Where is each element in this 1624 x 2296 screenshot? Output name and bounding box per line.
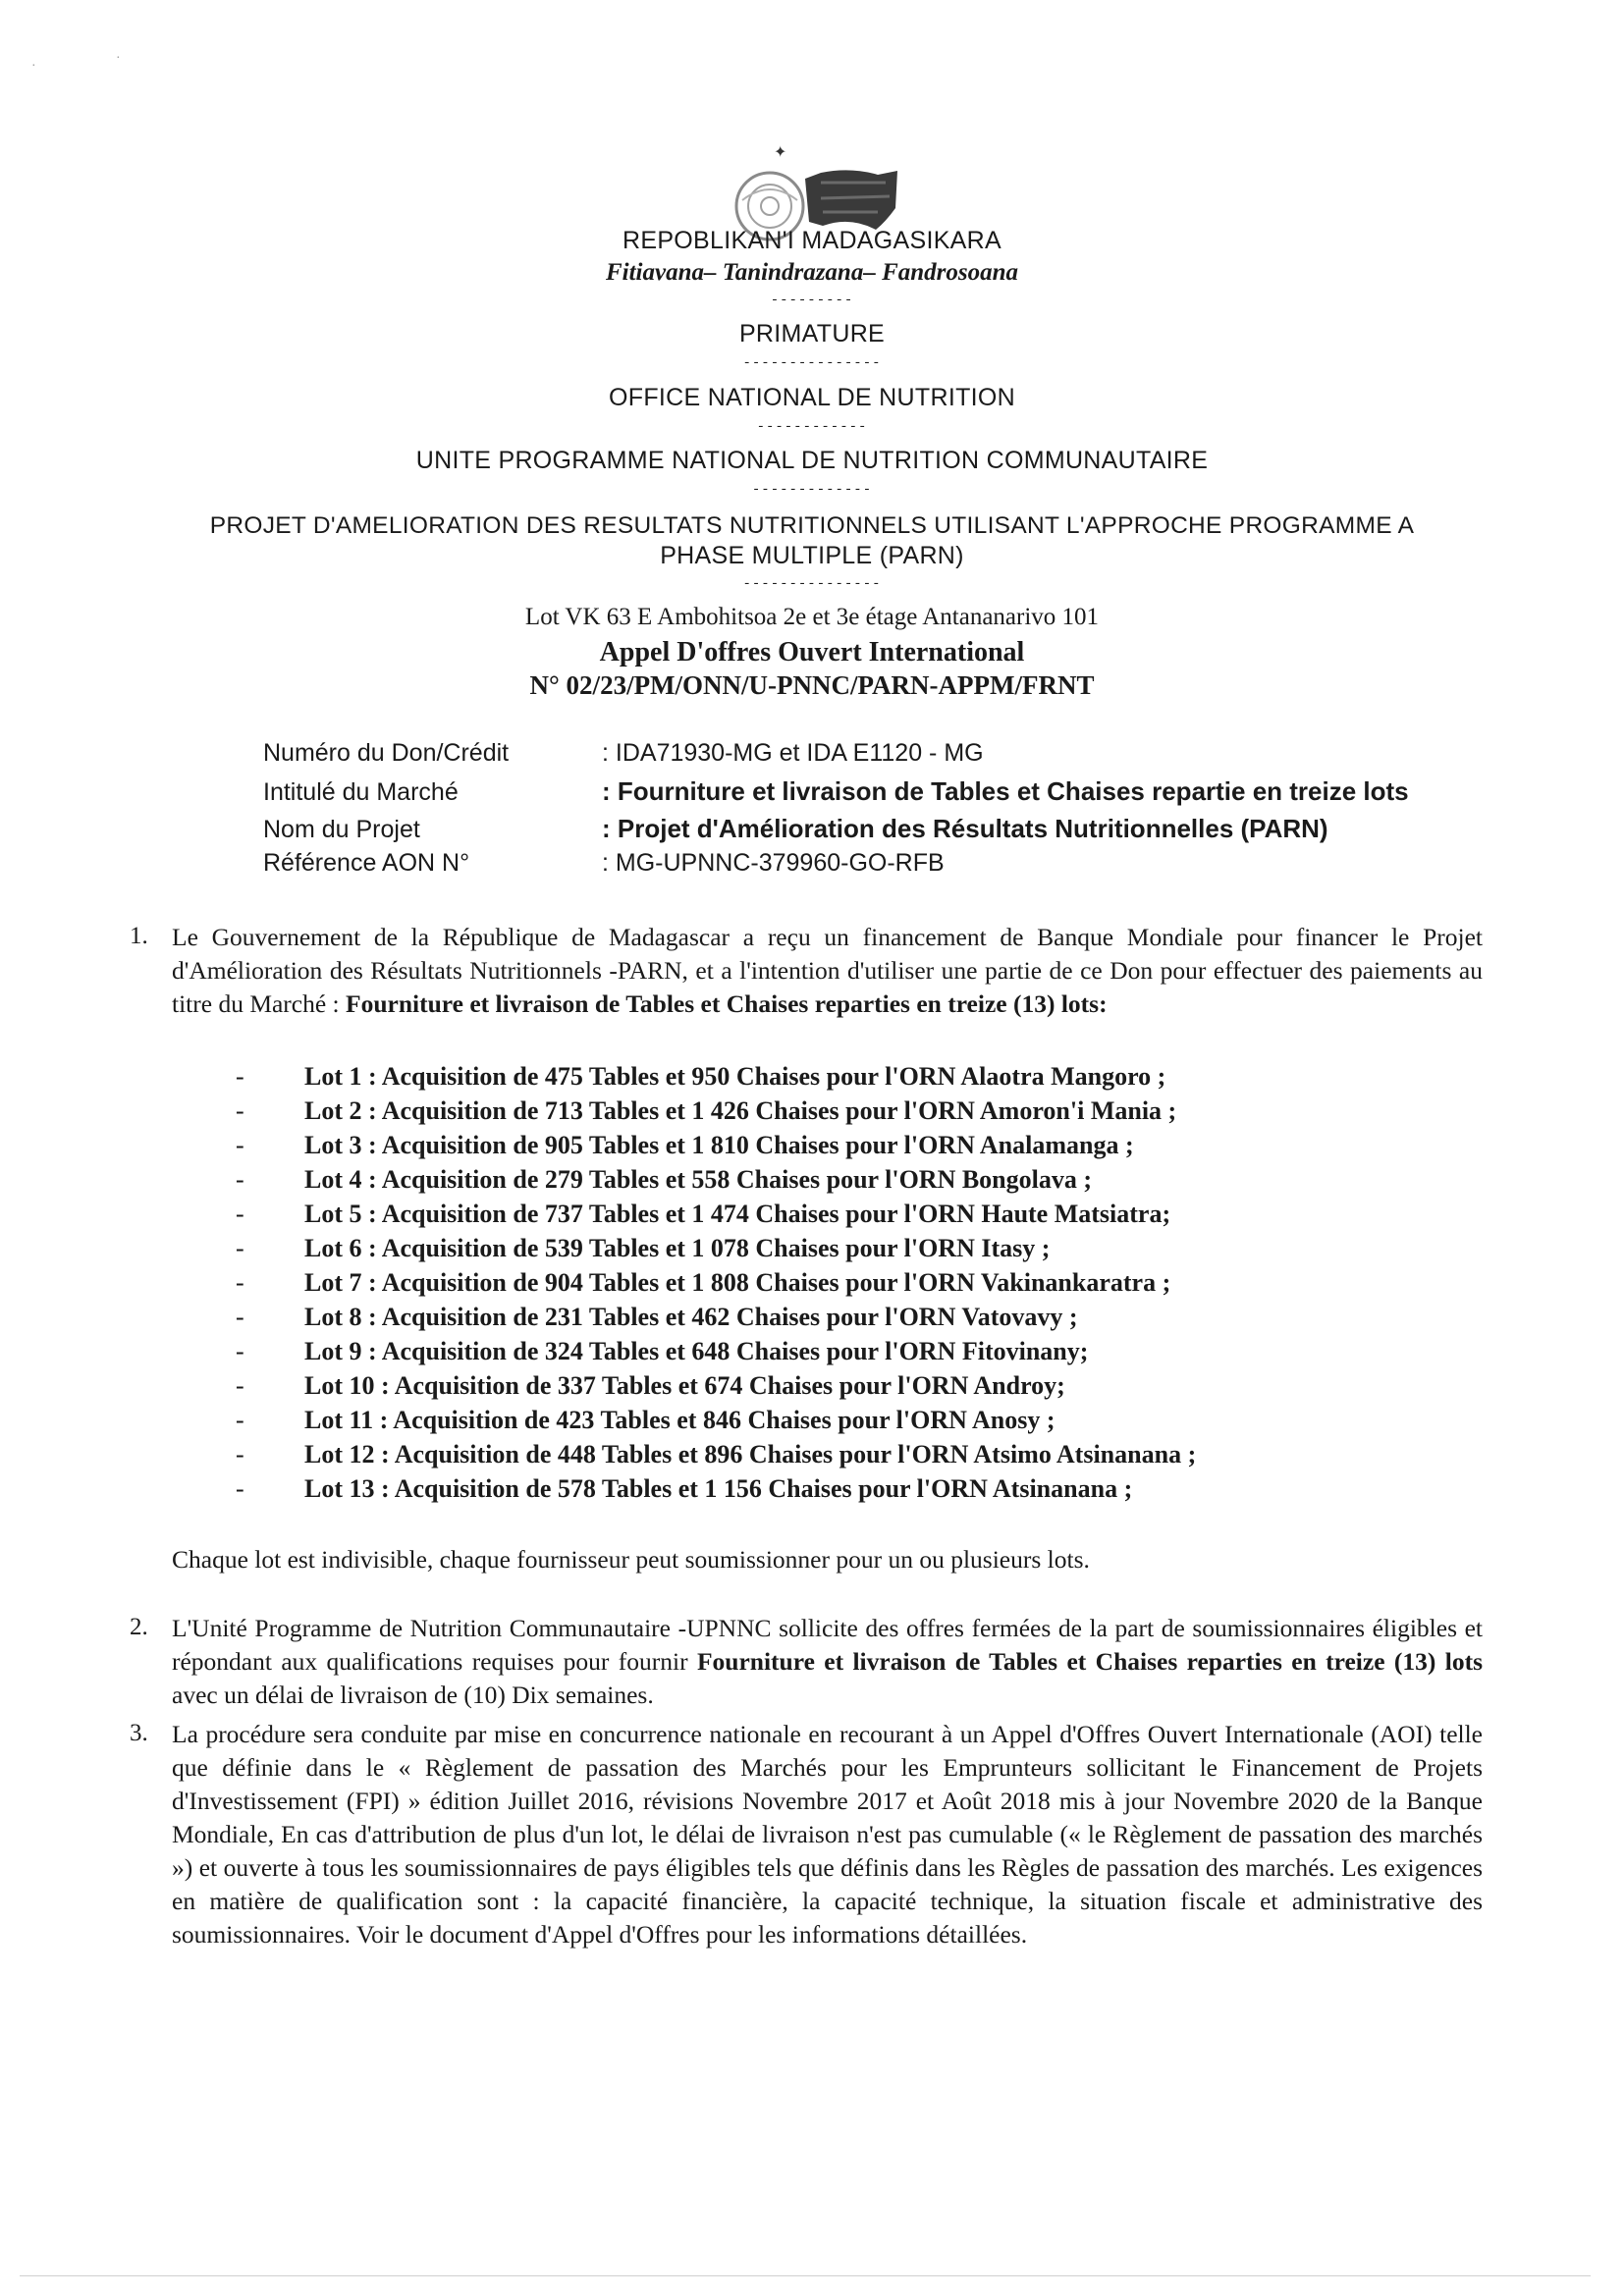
info-value: : Projet d'Amélioration des Résultats Nutritionnelles (PARN) (602, 814, 1328, 843)
section-2-text-end: avec un délai de livraison de (10) Dix semaines. (172, 1681, 654, 1709)
lots-note: Chaque lot est indivisible, chaque fournisseur peut soumissionner pour un ou plusieurs lots. (172, 1545, 1090, 1574)
info-label: Numéro du Don/Crédit (263, 739, 510, 767)
document-page: · · ✦ REPOBLIKAN'I MADAGASIKARA Fitiavana– Tanindrazana– Fandrosoana --------- PRIMATURE --------------- OFFICE NATIONAL DE NUTRITION ------------ UNITE PROGRAMME NATIONAL DE NUTRITION COMMUNAUTAIRE ------------- PROJET D'AMELIORATION DES RESULTATS NUTRITIONNELS UTILISANT L'APPROCHE PROGRAMME A PHASE MULTIPLE (PARN) --------------- Lot VK 63 E Ambohitsoa 2e et 3e étage Antananarivo 101 Appel D'offres Ouvert International N° 02/23/PM/ONN/U-PNNC/PARN-APPM/FRNT Numéro du Don/Crédit : IDA71930-MG et IDA E1120 - MG Intitulé du Marché : Fourniture et livraison de Tables et Chaises repartie en treize lots Nom du Projet : Projet d'Amélioration des Résultats Nutritionnelles (PARN) Référence AON N° : MG-UPNNC-379960-GO-RFB 1. Le Gouvernement de la République de Madagascar a reçu un financement de Banque Mondiale pour financer le Projet d'Amélioration des Résultats Nutritionnels -PARN, et a l'intention d'utiliser une partie de ce Don pour effectuer des paiements au titre du Marché : Fourniture et livraison de Tables et Chaises reparties en treize (13) lots: - Lot 1 : Acquisition de 475 Tables et 950 Chaises pour l'ORN Alaotra Mangoro ; - Lot 2 : Acquisition de 713 Tables et 1 426 Chaises pour l'ORN Amoron'i Mania ; - Lot 3 : Acquisition de 905 Tables et 1 810 Chaises pour l'ORN Analamanga ; - Lot 4 : Acquisition de 279 Tables et 558 Chaises pour l'ORN Bongolava ; - Lot 5 : Acquisition de 737 Tables et 1 474 Chaises pour l'ORN Haute Matsiatra; - Lot 6 : Acquisition de 539 Tables et 1 078 Chaises pour l'ORN Itasy ; - Lot 7 : Acquisition de 904 Tables et 1 808 Chaises pour l'ORN Vakinankaratra ; - Lot 8 : Acquisition de 231 Tables et 462 Chaises pour l'ORN Vatovavy ; - Lot 9 : Acquisition de 324 Tables et 648 Chaises pour l'ORN Fitovinany; - Lot 10 : Acquisition de 337 Tables et 674 Chaises pour l'ORN Androy; - Lot 11 : Acquisition de 423 Tables et 846 Chaises pour l'ORN Anosy ; - Lot 12 : Acquisition de 448 Tables et 896 Chaises pour l'ORN Atsimo Atsinanana ; - Lot 13 : Acquisition de 578 Tables et 1 156 Chaises pour l'ORN Atsinanana ; Chaque lot est indivisible, chaque fournisseur peut soumissionner pour un ou plusieurs lots. 2. L'Unité Programme de Nutrition Communautaire -UPNNC sollicite des offres fermées de la part de soumissionnaires éligibles et répondant aux qualifications requises pour fournir Fourniture et livraison de Tables et Chaises reparties en treize (13) lots avec un délai de livraison de (10) Dix semaines. 3. La procédure sera conduite par mise en concurrence nationale en recourant à un Appel d'Offres Ouvert Internationale (AOI) telle que définie dans le « Règlement de passation des Marchés pour les Emprunteurs sollicitant le Financement de Projets d'Investissement (FPI) » édition Juillet 2016, révisions Novembre 2017 et Août 2018 mis à jour Novembre 2020 de la Banque Mondiale, En cas d'attribution de plus d'un lot, le délai de livraison n'est pas cumulable (« le Règlement de passation des marchés ») et ouverte à tous les soumissionnaires de pays éligibles tels que définis dans les Règles de passation des marchés. Les exigences en matière de qualification sont : la capacité financière, la capacité technique, la situation fiscale et administrative des soumissionnaires. Voir le document d'Appel d'Offres pour les informations détaillées. (0, 0, 1624, 2296)
info-label: Intitulé du Marché (263, 778, 459, 806)
section-2-bold: Fourniture et livraison de Tables et Chaises reparties en treize (13) lots (696, 1647, 1484, 1676)
info-row-market (263, 776, 1409, 807)
info-value: : MG-UPNNC-379960-GO-RFB (602, 849, 945, 877)
info-row-reference (263, 848, 945, 878)
info-row-credit (263, 738, 984, 768)
country-name: REPOBLIKAN'I MADAGASIKARA (623, 227, 1001, 254)
separator: --------------- (742, 355, 882, 371)
unit-name: UNITE PROGRAMME NATIONAL DE NUTRITION COMMUNAUTAIRE (415, 447, 1209, 474)
office-name: OFFICE NATIONAL DE NUTRITION (609, 384, 1015, 411)
info-label: Référence AON N° (263, 849, 470, 877)
section-3-paragraph: La procédure sera conduite par mise en concurrence nationale en recourant à un Appel d'Offres Ouvert Internationale (AOI) telle que définie dans le « Règlement de passation des Marchés pour les Emprunteurs sollicitant le Financement de Projets d'Investissement (FPI) » édition Juillet 2016, révisions Novembre 2017 et Août 2018 mis à jour Novembre 2020 de la Banque Mondiale, En cas d'attribution de plus d'un lot, le délai de livraison n'est pas cumulable (« le Règlement de passation des marchés ») et ouverte à tous les soumissionnaires de pays éligibles tels que définis dans les Règles de passation des marchés. Les exigences en matière de qualification sont : la capacité financière, la capacité technique, la situation fiscale et administrative des soumissionnaires. Voir le document d'Appel d'Offres pour les informations détaillées. (172, 1720, 1483, 1949)
project-name-line2: PHASE MULTIPLE (PARN) (660, 542, 964, 569)
project-name-line1: PROJET D'AMELIORATION DES RESULTATS NUTRITIONNELS UTILISANT L'APPROCHE PROGRAMME A (209, 512, 1415, 539)
call-title: Appel D'offres Ouvert International (599, 637, 1025, 667)
scan-mark: · (116, 51, 121, 66)
page-bottom-line (20, 2275, 1591, 2276)
info-value: : IDA71930-MG et IDA E1120 - MG (602, 739, 984, 767)
separator: --------- (770, 293, 854, 308)
section-2-text: L'Unité Programme de Nutrition Communautaire -UPNNC sollicite des offres fermées de la part de soumissionnaires éligibles et répondant aux qualifications requises pour fournir (172, 1614, 1483, 1676)
address: Lot VK 63 E Ambohitsoa 2e et 3e étage Antananarivo 101 (524, 604, 1100, 630)
call-number: N° 02/23/PM/ONN/U-PNNC/PARN-APPM/FRNT (529, 670, 1095, 700)
section-number: 1. (130, 923, 148, 949)
scan-mark: · (31, 59, 36, 74)
section-1-paragraph (172, 921, 1483, 1021)
separator: --------------- (742, 576, 882, 592)
separator: ------------- (751, 482, 873, 498)
svg-text:✦: ✦ (774, 144, 787, 161)
section-number: 3. (130, 1720, 148, 1746)
section-number: 2. (130, 1614, 148, 1640)
section-1-text: Le Gouvernement de la République de Madagascar a reçu un financement de Banque Mondiale pour financer le Projet d'Amélioration des Résultats Nutritionnels -PARN, et a l'intention d'utiliser une partie de ce Don pour effectuer des paiements au titre du Marché : (172, 923, 1483, 1018)
info-value: : Fourniture et livraison de Tables et Chaises repartie en treize lots (602, 776, 1409, 806)
info-row-project (263, 814, 1328, 844)
separator: ------------ (756, 419, 868, 435)
national-motto: Fitiavana– Tanindrazana– Fandrosoana (605, 259, 1019, 286)
section-1-bold: Fourniture et livraison de Tables et Chaises reparties en treize (13) lots: (346, 989, 1108, 1018)
section-2-paragraph (172, 1612, 1483, 1712)
ministry-name: PRIMATURE (738, 320, 886, 347)
info-label: Nom du Projet (263, 816, 420, 843)
